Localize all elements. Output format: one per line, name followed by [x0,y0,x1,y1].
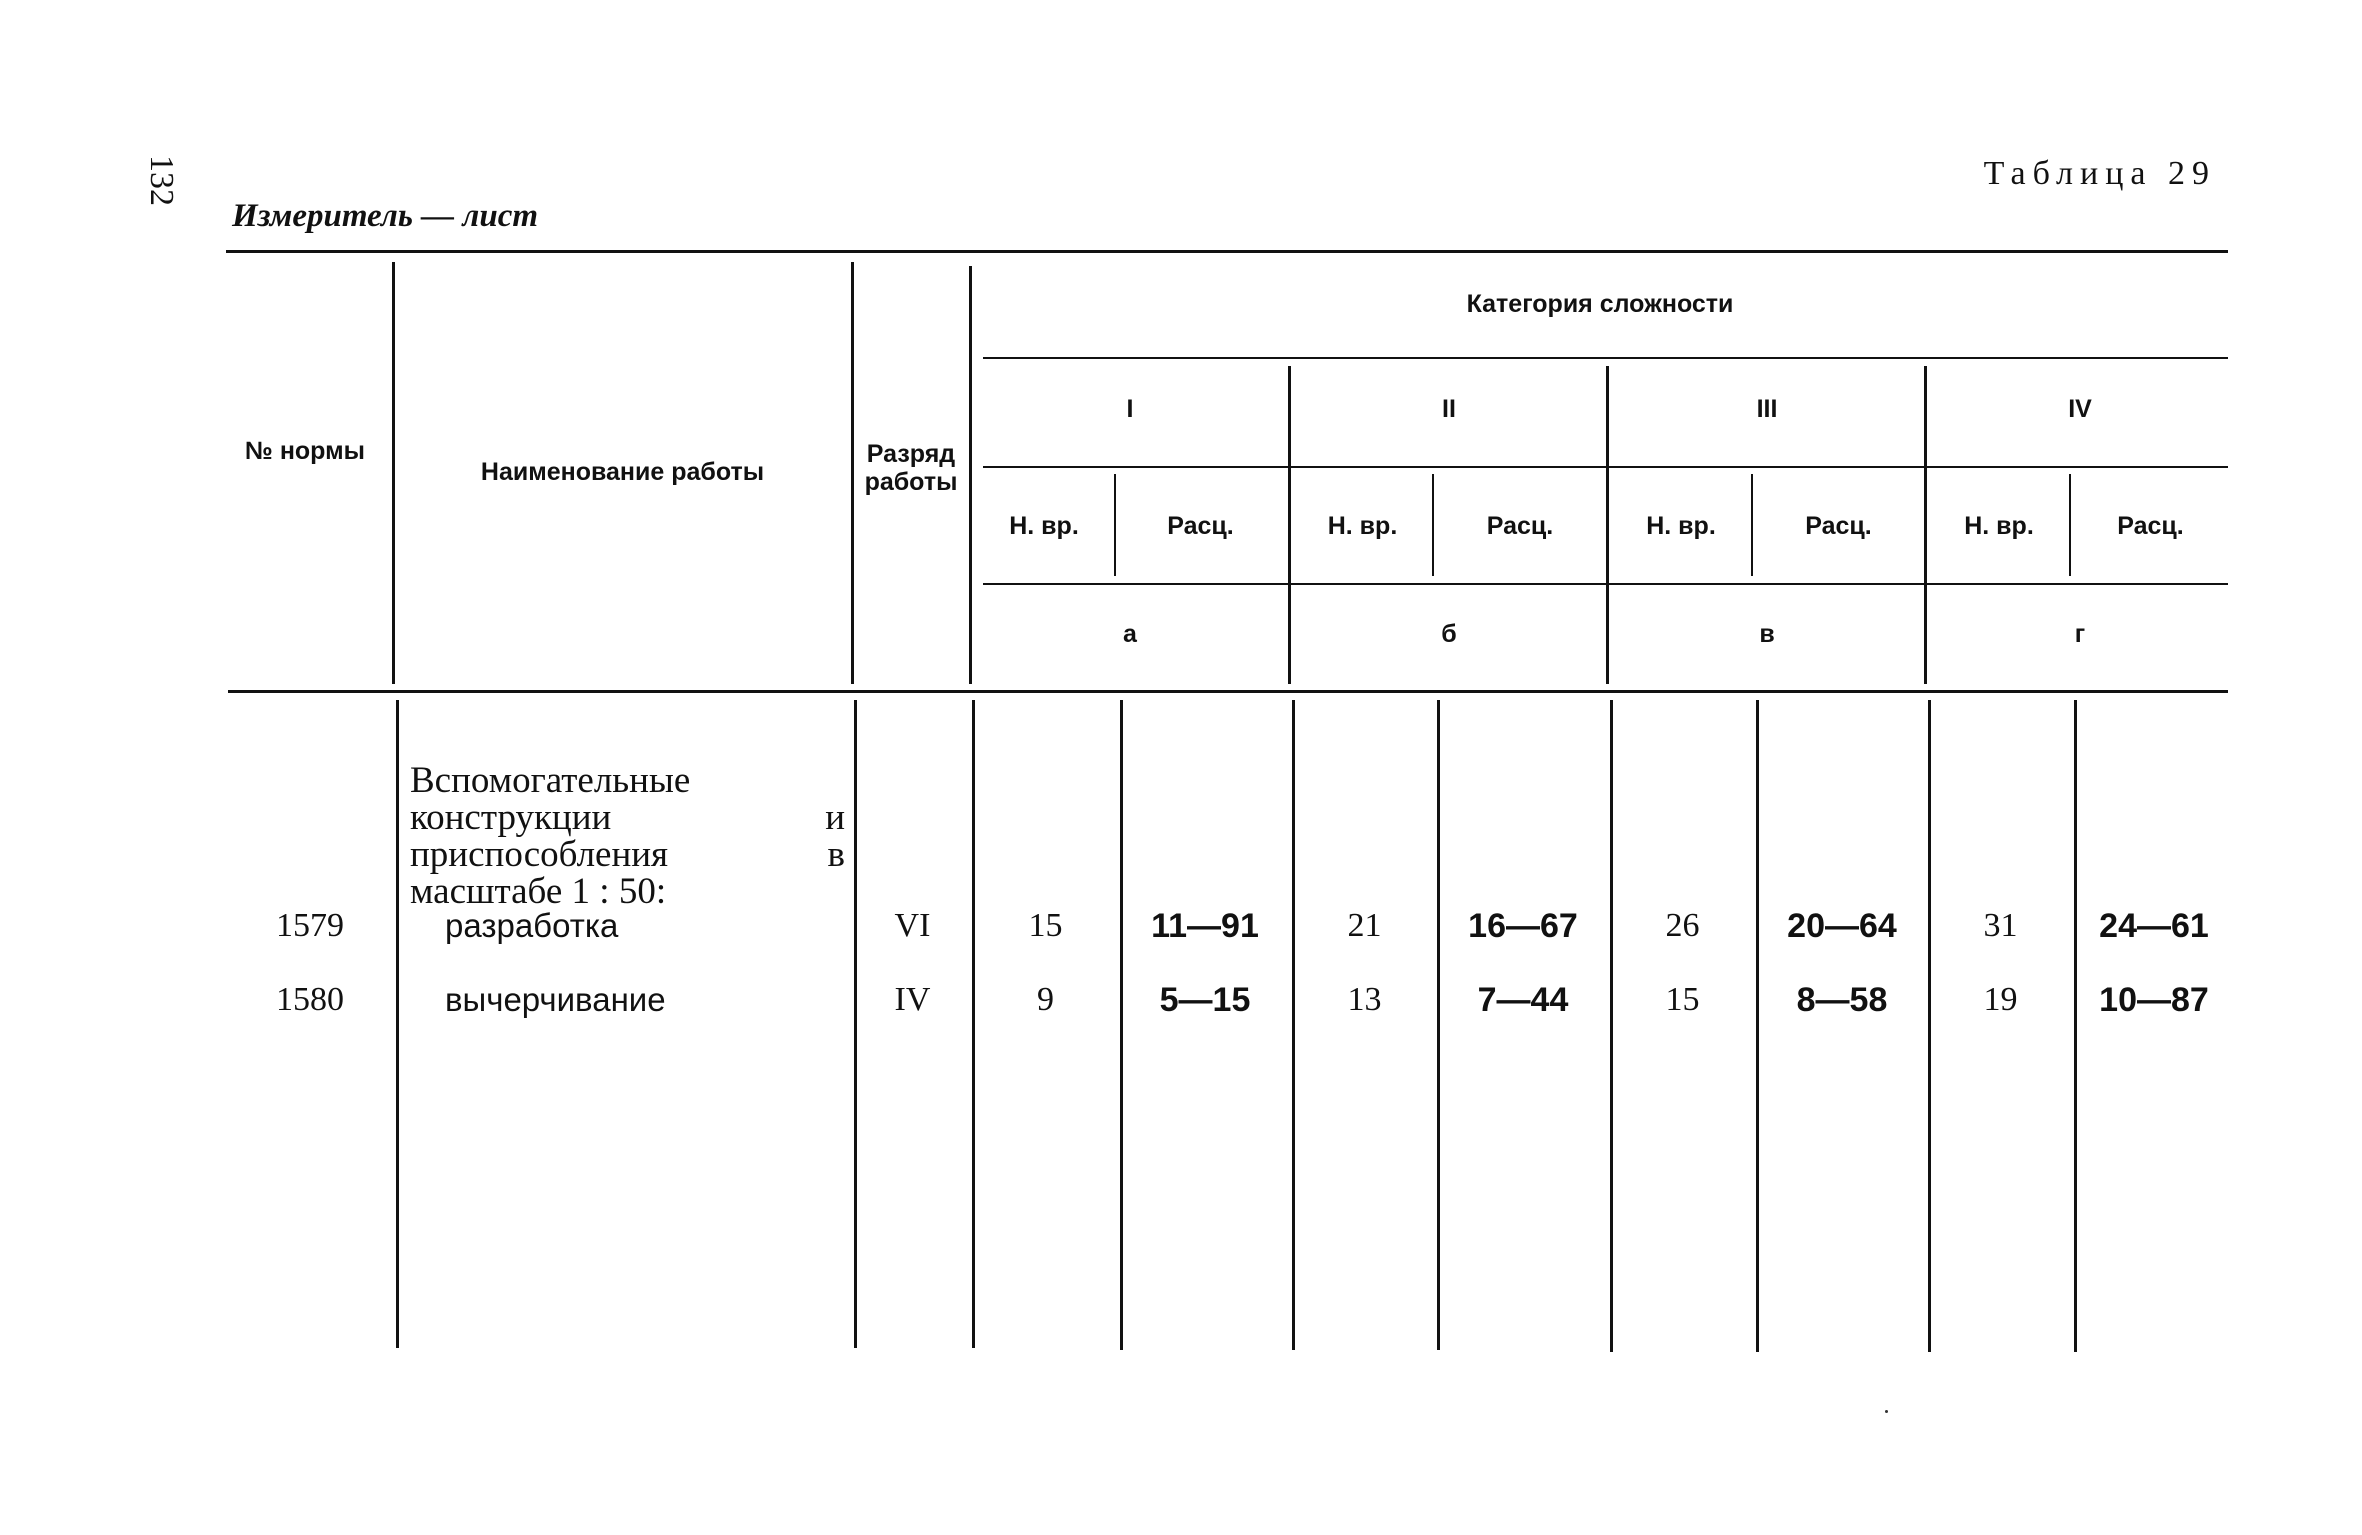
row-1580-grade: IV [894,981,931,1018]
row-1579-rate-4: 24—61 [2099,907,2209,945]
header-time-norm-2: Н. вр. [1327,512,1398,540]
row-1580-time-1: 9 [1037,981,1054,1018]
header-time-norm-1: Н. вр. [1009,512,1079,540]
body-divider-6 [1437,700,1440,1350]
body-divider-10 [2074,700,2077,1352]
body-divider-7 [1610,700,1613,1352]
body-divider-5 [1292,700,1295,1350]
header-letter-a: а [1123,620,1137,648]
header-bottom-rule [228,690,2228,693]
body-divider-1 [396,700,399,1348]
row-1580-time-4: 19 [1983,981,2018,1018]
row-1580-norm: 1580 [276,981,344,1018]
header-letter-g: г [2074,620,2086,648]
header-letter-b: б [1441,620,1457,648]
row-1580-rate-3: 8—58 [1796,981,1888,1019]
header-rate-4: Расц. [2117,512,2184,540]
page-number-wrapper [143,155,220,235]
row-1579-name: разработка [445,907,619,944]
header-norm-no: № нормы [245,437,365,465]
row-1579-time-1: 15 [1028,907,1063,944]
body-divider-8 [1756,700,1759,1352]
header-time-norm-4: Н. вр. [1964,512,2034,540]
row-1580-time-3: 15 [1665,981,1700,1018]
header-work-name: Наименование работы [480,458,765,486]
row-1579-time-3: 26 [1665,907,1700,944]
header-sub-divider-3 [1751,474,1753,576]
page-number: 132 [143,155,180,206]
row-1580-rate-4: 10—87 [2099,981,2209,1019]
header-divider-1 [392,262,395,684]
header-sub-divider-2 [1432,474,1434,576]
body-divider-3 [972,700,975,1348]
row-1579-grade: VI [894,907,931,944]
header-divider-3 [969,266,972,684]
header-category-IV: IV [2068,395,2092,423]
body-divider-9 [1928,700,1931,1352]
header-divider-cat-2 [1288,366,1291,684]
header-rate-1: Расц. [1167,512,1234,540]
header-sub-divider-4 [2069,474,2071,576]
measurer-label: Измеритель — лист [232,198,539,234]
row-1579-time-4: 31 [1983,907,2018,944]
header-letter-v: в [1759,620,1775,648]
header-category-II: II [1442,395,1456,423]
header-sub-divider-1 [1114,474,1116,576]
header-divider-2 [851,262,854,684]
scan-speck [1885,1410,1888,1413]
body-divider-2 [854,700,857,1348]
row-1580-rate-1: 5—15 [1159,981,1251,1019]
row-1579-rate-2: 16—67 [1468,907,1578,945]
row-1579-rate-1: 11—91 [1151,907,1259,945]
header-category-I: I [1126,395,1134,423]
row-1579-norm: 1579 [276,907,344,944]
header-rate-2: Расц. [1486,512,1554,540]
header-rate-3: Расц. [1805,512,1872,540]
header-time-norm-3: Н. вр. [1646,512,1716,540]
row-1579-time-2: 21 [1347,907,1382,944]
header-divider-cat-3 [1606,366,1609,684]
header-grade: Разряд работы [864,440,958,496]
row-1580-time-2: 13 [1347,981,1382,1018]
row-1580-name: вычерчивание [445,981,666,1018]
header-complexity: Категория сложности [1466,290,1734,318]
row-1579-rate-3: 20—64 [1787,907,1897,945]
row-1580-rate-2: 7—44 [1477,981,1569,1019]
table-top-rule [226,250,2228,253]
group-label: Вспомогательные конструкции и приспособления в масштабе 1 : 50: [410,760,845,912]
header-category-III: III [1756,395,1778,423]
body-divider-4 [1120,700,1123,1350]
complexity-rule [983,357,2228,359]
table-title: Таблица 29 [1983,155,2216,192]
header-divider-cat-4 [1924,366,1927,684]
